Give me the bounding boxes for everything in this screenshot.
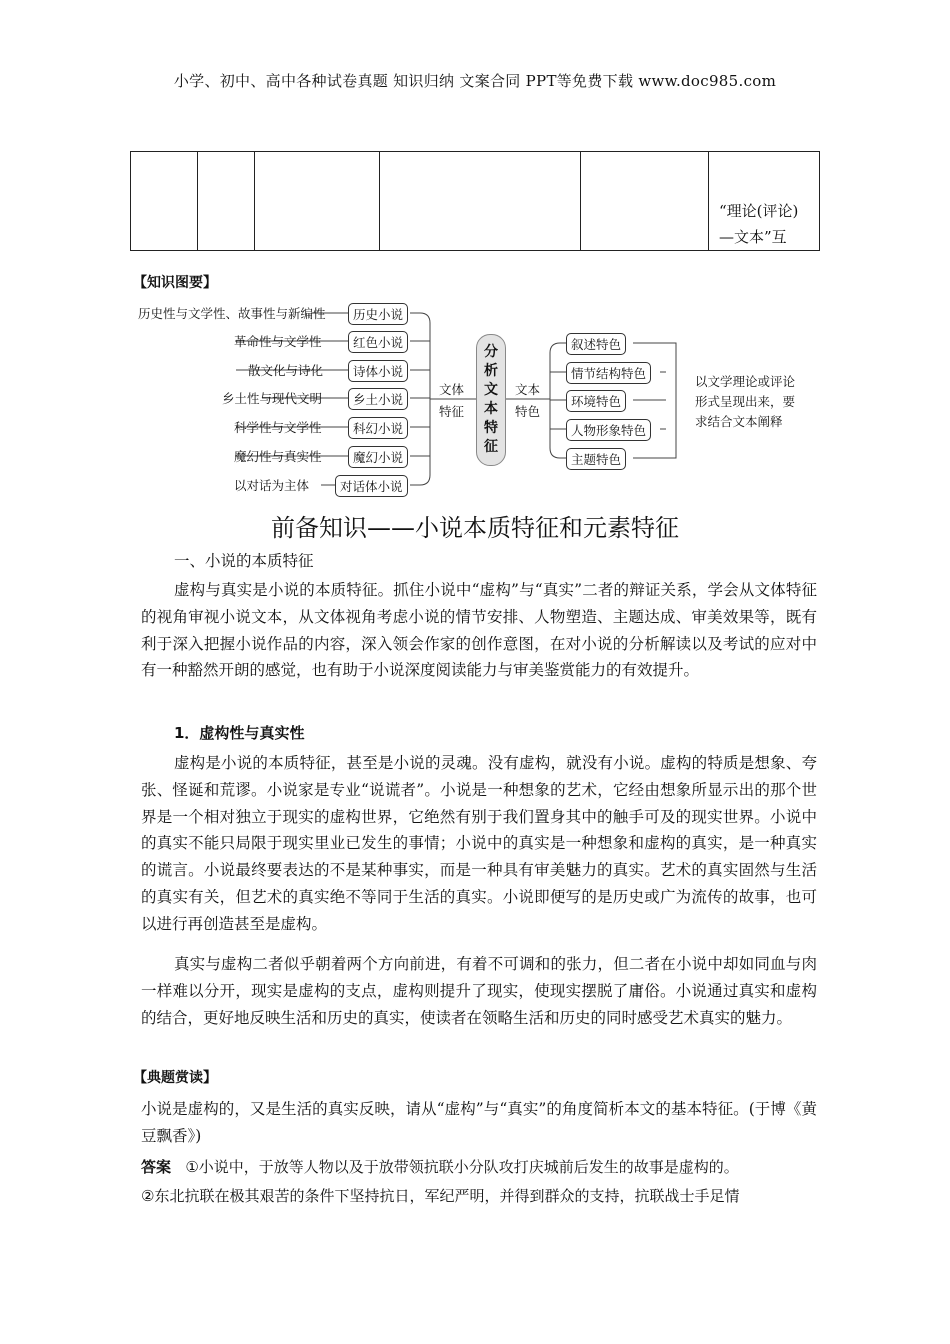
- subheading: 1．虚构性与真实性: [174, 724, 305, 742]
- diagram-left-label: 乡土性与现代文明: [222, 391, 323, 406]
- feature-box: 情节结构特色: [566, 362, 651, 384]
- diagram-left-label: 魔幻性与真实性: [234, 449, 322, 464]
- table-cell-line: “理论(评论): [719, 202, 799, 220]
- diagram-right-text: 以文学理论或评论: [695, 374, 796, 389]
- page-title: 前备知识——小说本质特征和元素特征: [271, 514, 679, 542]
- table-fragment: [130, 151, 820, 251]
- diagram-left-label: 科学性与文学性: [234, 420, 322, 435]
- table-cell: [581, 152, 709, 251]
- page-header: 小学、初中、高中各种试卷真题 知识归纳 文案合同 PPT等免费下载 www.doc985.com: [173, 72, 777, 90]
- diagram-left-label: 以对话为主体: [234, 478, 310, 493]
- genre-box: 诗体小说: [348, 360, 408, 382]
- diagram-right-text: 求结合文本阐释: [695, 414, 783, 429]
- answer-line-2: ②东北抗联在极其艰苦的条件下坚持抗日，军纪严明，并得到群众的支持，抗联战士手足情: [141, 1187, 740, 1205]
- table-cell: [255, 152, 380, 251]
- diagram-mid-left: 特征: [439, 404, 465, 419]
- section-heading: 一、小说的本质特征: [174, 552, 314, 570]
- genre-box: 科幻小说: [348, 417, 408, 439]
- diagram-left-label: 散文化与诗化: [248, 363, 324, 378]
- diagram-mid-left: 文体: [439, 382, 465, 397]
- center-char: 分: [484, 344, 498, 360]
- feature-box: 主题特色: [566, 448, 626, 470]
- table-cell-line: —文本”互: [719, 228, 787, 246]
- genre-box: 历史小说: [348, 303, 408, 325]
- genre-box: 对话体小说: [335, 475, 408, 497]
- question: 小说是虚构的，又是生活的真实反映，请从“虚构”与“真实”的角度简析本文的基本特征。(于博《黄豆飘香》): [141, 1100, 817, 1145]
- table-cell-text: [709, 152, 820, 251]
- diagram-mid-right: 特色: [515, 404, 541, 419]
- table-cell: [131, 152, 198, 251]
- section-label-example: 【典题赏读】: [133, 1070, 217, 1086]
- center-char: 征: [484, 439, 498, 455]
- center-char: 本: [484, 401, 498, 417]
- knowledge-diagram: [138, 296, 838, 501]
- paragraph: 虚构是小说的本质特征，甚至是小说的灵魂。没有虚构，就没有小说。虚构的特质是想象、夸张、怪诞和荒谬。小说家是专业“说谎者”。小说是一种想象的艺术，它经由想象所显示出的那个世界是一个相对独立于现实的虚构世界，它绝然有别于我们置身其中的触手可及的现实世界。小说中的真实不能只局限于现实里业已发生的事情；小说中的真实是一种想象和虚构的真实，是一种真实的谎言。小说最终要表达的不是某种事实，而是一种具有审美魅力的真实。艺术的真实固然与生活的真实有关，但艺术的真实绝不等同于生活的真实。小说即便写的是历史或广为流传的故事，也可以进行再创造甚至是虚构。: [141, 754, 817, 933]
- table-cell: [380, 152, 581, 251]
- diagram-left-label: 革命性与文学性: [234, 334, 322, 349]
- answer-label: 答案: [141, 1158, 172, 1176]
- diagram-left-label: 历史性与文学性、故事性与新编性: [138, 306, 326, 321]
- table-cell: [198, 152, 255, 251]
- feature-box: 环境特色: [566, 390, 626, 412]
- section-label-knowledge-map: 【知识图要】: [133, 275, 217, 291]
- paragraph: 真实与虚构二者似乎朝着两个方向前进，有着不可调和的张力，但二者在小说中却如同血与肉一样难以分开，现实是虚构的支点，虚构则提升了现实，使现实摆脱了庸俗。小说通过真实和虚构的结合，更好地反映生活和历史的真实，使读者在领略生活和历史的同时感受艺术真实的魅力。: [141, 955, 817, 1027]
- genre-box: 乡土小说: [348, 388, 408, 410]
- feature-box: 叙述特色: [566, 333, 626, 355]
- diagram-mid-right: 文本: [515, 382, 541, 397]
- answer-line-1: [141, 1153, 817, 1182]
- diagram-center-pill: [476, 334, 506, 466]
- center-char: 文: [484, 382, 498, 398]
- genre-box: 红色小说: [348, 331, 408, 353]
- center-char: 特: [484, 420, 498, 436]
- center-char: 析: [484, 363, 498, 379]
- paragraph: 虚构与真实是小说的本质特征。抓住小说中“虚构”与“真实”二者的辩证关系，学会从文体特征的视角审视小说文本，从文体视角考虑小说的情节安排、人物塑造、主题达成、审美效果等，既有利于深入把握小说作品的内容，深入领会作家的创作意图，在对小说的分析解读以及考试的应对中有一种豁然开朗的感觉，也有助于小说深度阅读能力与审美鉴赏能力的有效提升。: [141, 581, 817, 680]
- answer-text: ①小说中，于放等人物以及于放带领抗联小分队攻打庆城前后发生的故事是虚构的。: [185, 1158, 739, 1176]
- genre-box: 魔幻小说: [348, 446, 408, 468]
- feature-box: 人物形象特色: [566, 419, 651, 441]
- diagram-right-text: 形式呈现出来，要: [695, 394, 796, 409]
